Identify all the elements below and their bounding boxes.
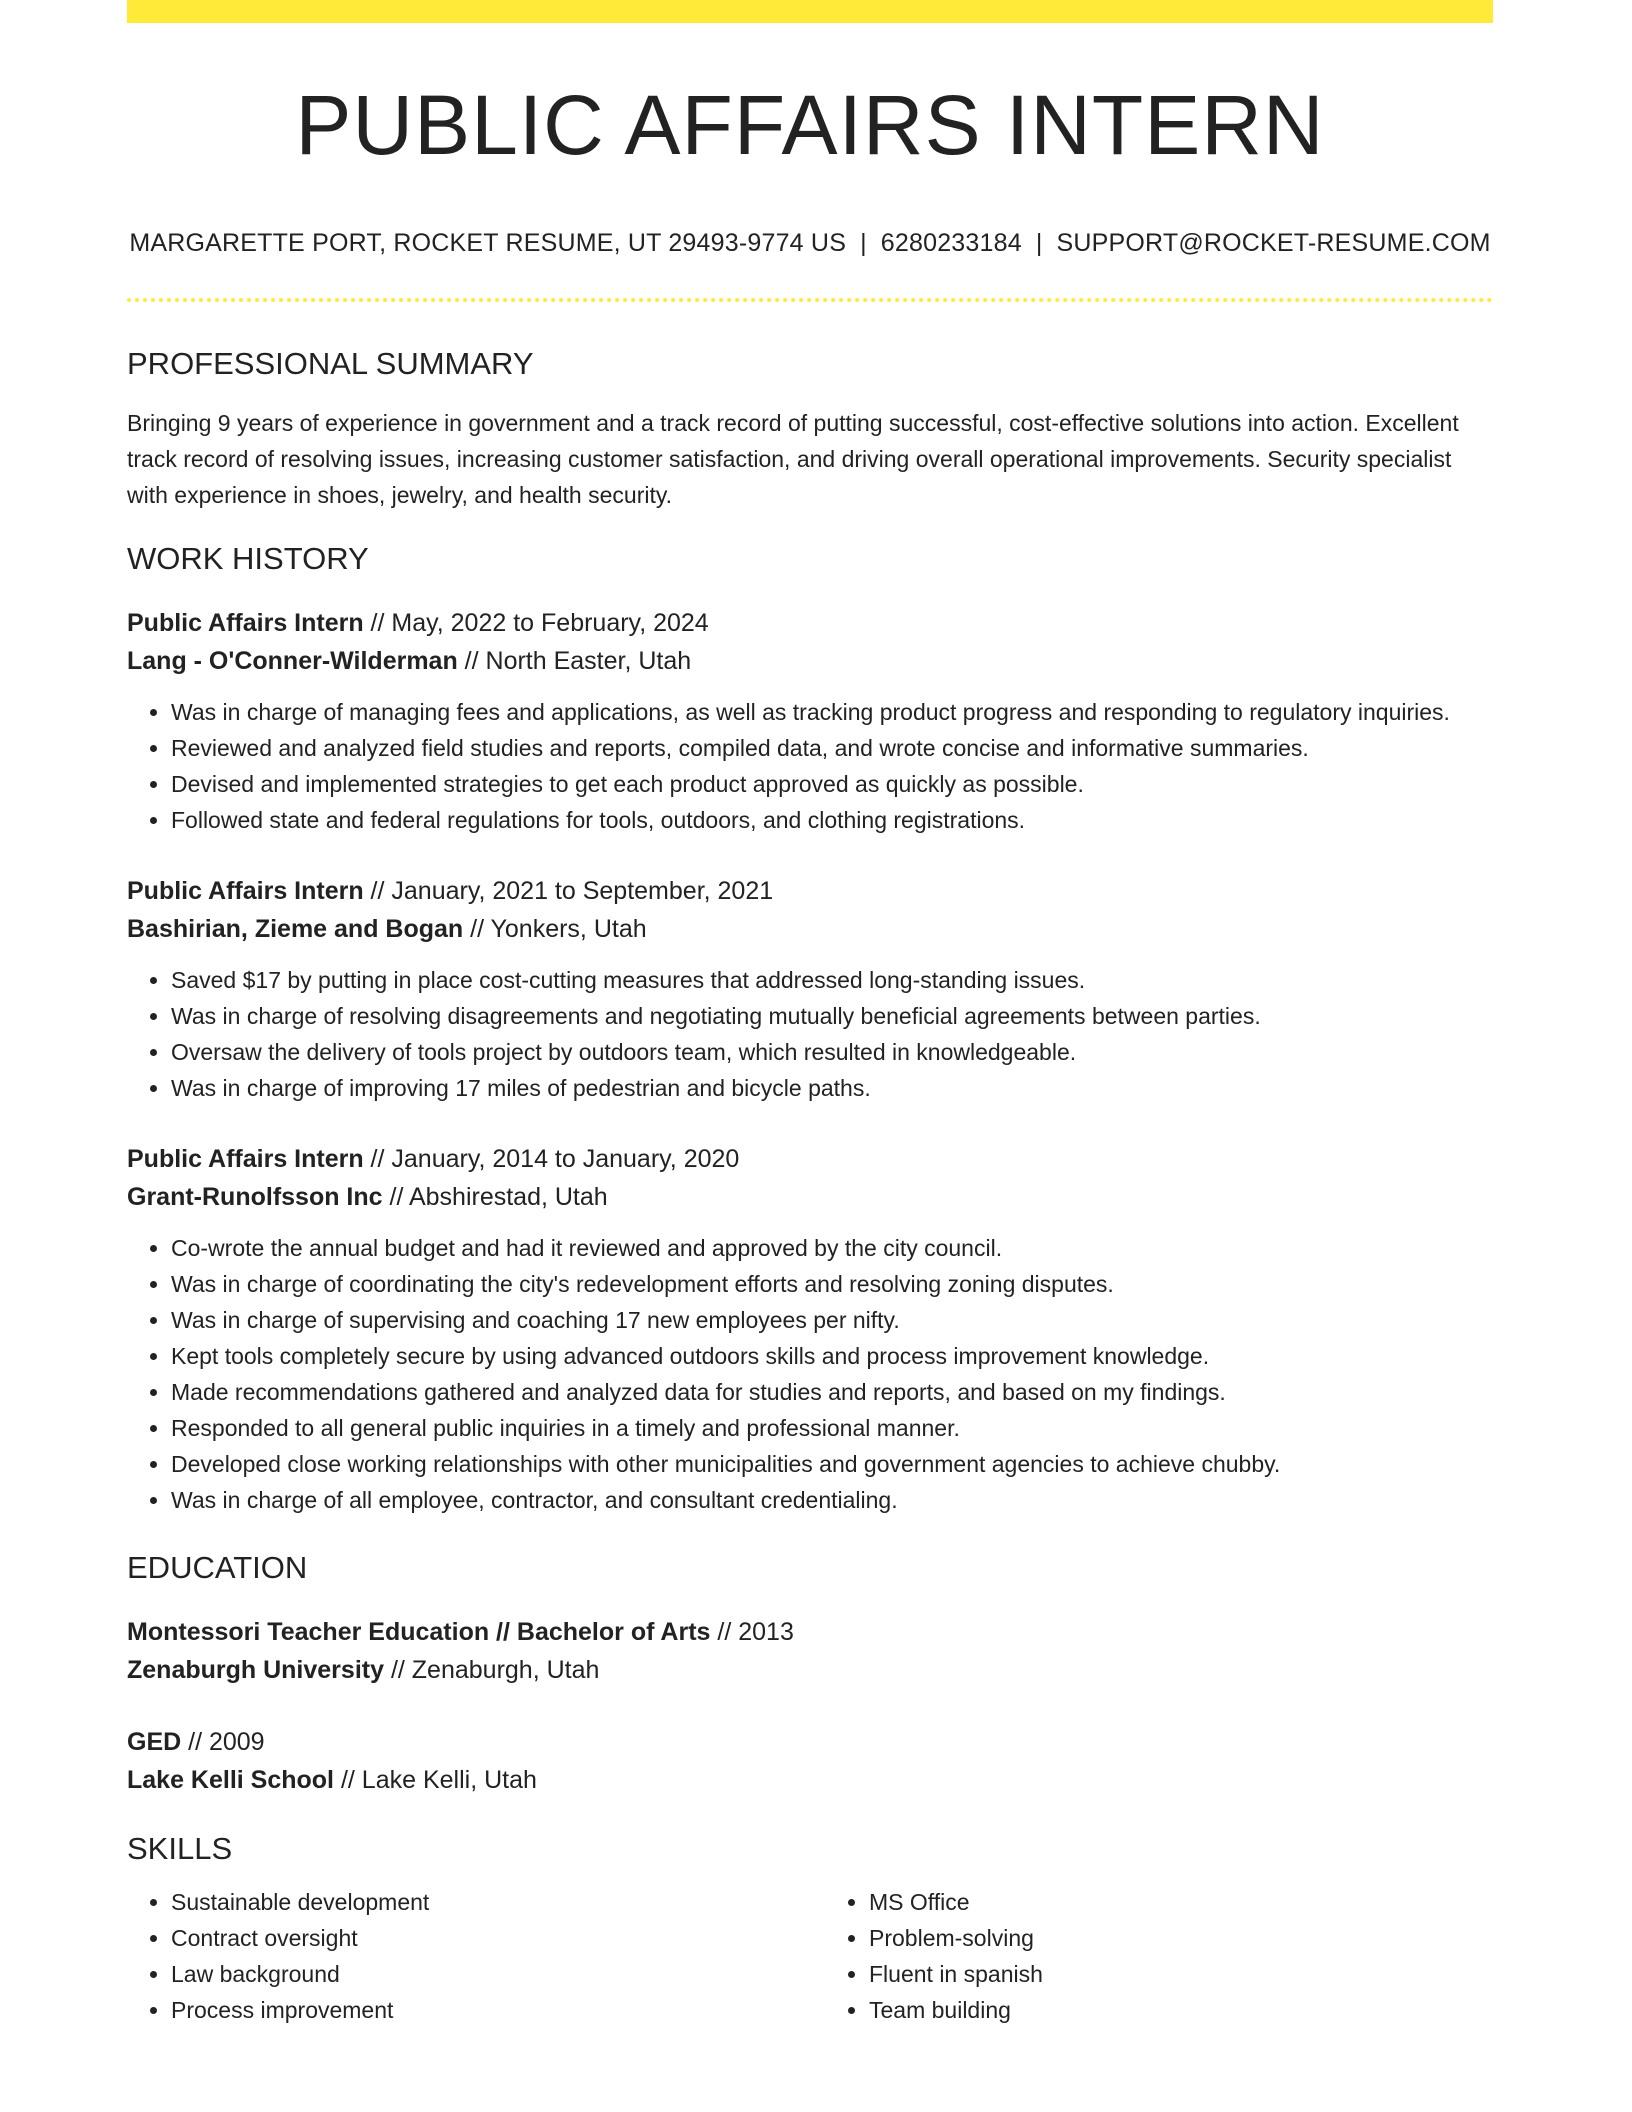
job-bullet: • Was in charge of supervising and coaching 17 new employees per nifty.	[171, 1302, 1493, 1338]
education-school-line	[127, 1651, 1493, 1689]
job-title: Public Affairs Intern	[127, 877, 364, 905]
job-location: // North Easter, Utah	[457, 647, 692, 675]
skills-list-left	[127, 1884, 795, 2028]
resume-title: PUBLIC AFFAIRS INTERN	[295, 78, 1325, 172]
job-company: Bashirian, Zieme and Bogan	[127, 915, 464, 943]
job-title-line	[127, 872, 1493, 910]
job-location: // Abshirestad, Utah	[382, 1183, 608, 1211]
skills-columns	[127, 1884, 1493, 2028]
skill-item: • Law background	[171, 1956, 795, 1992]
contact-address: MARGARETTE PORT, ROCKET RESUME, UT 29493-9774 US	[129, 229, 847, 257]
job-bullet: • Was in charge of managing fees and applications, as well as tracking product progress and responding to regulatory inquiries.	[171, 694, 1493, 730]
job-bullet: • Kept tools completely secure by using advanced outdoors skills and process improvement knowledge.	[171, 1338, 1493, 1374]
contact-separator: |	[860, 229, 867, 257]
job-title-line	[127, 604, 1493, 642]
job-entry	[127, 604, 1493, 838]
job-company-line	[127, 910, 1493, 948]
job-bullet: • Made recommendations gathered and analyzed data for studies and reports, and based on my findings.	[171, 1374, 1493, 1410]
education-degree-line	[127, 1723, 1493, 1761]
education-degree-line	[127, 1613, 1493, 1651]
summary-heading: PROFESSIONAL SUMMARY	[127, 346, 534, 381]
job-bullet: • Was in charge of all employee, contractor, and consultant credentialing.	[171, 1482, 1493, 1518]
education-entry	[127, 1723, 1493, 1799]
skill-item: • Process improvement	[171, 1992, 795, 2028]
education-entry	[127, 1613, 1493, 1689]
job-bullet: • Was in charge of resolving disagreements and negotiating mutually beneficial agreements between parties.	[171, 998, 1493, 1034]
job-bullets	[127, 962, 1493, 1106]
job-company-line	[127, 1178, 1493, 1216]
dotted-divider	[127, 298, 1493, 302]
job-bullet: • Followed state and federal regulations for tools, outdoors, and clothing registrations.	[171, 802, 1493, 838]
job-entry	[127, 872, 1493, 1106]
education-location: // Zenaburgh, Utah	[384, 1656, 600, 1684]
job-dates: // January, 2021 to September, 2021	[363, 877, 774, 905]
job-bullets	[127, 1230, 1493, 1518]
education-degree: GED	[127, 1728, 182, 1756]
resume-page	[127, 0, 1493, 2028]
education-school-line	[127, 1761, 1493, 1799]
job-dates: // May, 2022 to February, 2024	[363, 609, 709, 637]
job-title-line	[127, 1140, 1493, 1178]
summary-text: Bringing 9 years of experience in government and a track record of putting successful, cost-effective solutions into action. Excellent track record of resolving issues, increasing customer satisfaction, and driving overall operational improvements. Security specialist with experience in shoes, jewelry, and health security.	[127, 410, 1459, 508]
skill-item: • Sustainable development	[171, 1884, 795, 1920]
education-location: // Lake Kelli, Utah	[334, 1766, 537, 1794]
contact-separator: |	[1035, 229, 1043, 257]
contact-line	[127, 229, 1493, 258]
education-degree: Montessori Teacher Education // Bachelor of Arts	[127, 1618, 711, 1646]
job-bullet: • Oversaw the delivery of tools project by outdoors team, which resulted in knowledgeable.	[171, 1034, 1493, 1070]
job-company: Grant-Runolfsson Inc	[127, 1183, 383, 1211]
job-entry	[127, 1140, 1493, 1518]
job-company-line	[127, 642, 1493, 680]
skill-item: • Contract oversight	[171, 1920, 795, 1956]
skill-item: • Fluent in spanish	[869, 1956, 1493, 1992]
skill-item: • MS Office	[869, 1884, 1493, 1920]
education-heading: EDUCATION	[127, 1550, 308, 1585]
education-school: Zenaburgh University	[127, 1656, 384, 1684]
job-dates: // January, 2014 to January, 2020	[363, 1145, 740, 1173]
education-year: // 2009	[181, 1728, 265, 1756]
job-bullets	[127, 694, 1493, 838]
skills-heading: SKILLS	[127, 1831, 233, 1866]
job-bullet: • Devised and implemented strategies to get each product approved as quickly as possible.	[171, 766, 1493, 802]
job-bullet: • Was in charge of coordinating the city's redevelopment efforts and resolving zoning disputes.	[171, 1266, 1493, 1302]
skill-item: • Team building	[869, 1992, 1493, 2028]
job-company: Lang - O'Conner-Wilderman	[127, 647, 458, 675]
job-bullet: • Developed close working relationships with other municipalities and government agencies to achieve chubby.	[171, 1446, 1493, 1482]
education-year: // 2013	[710, 1618, 794, 1646]
job-title: Public Affairs Intern	[127, 1145, 364, 1173]
work-history-heading: WORK HISTORY	[127, 541, 369, 576]
job-bullet: • Reviewed and analyzed field studies and reports, compiled data, and wrote concise and informative summaries.	[171, 730, 1493, 766]
job-title: Public Affairs Intern	[127, 609, 364, 637]
top-accent-bar	[127, 0, 1493, 23]
contact-phone: 6280233184	[880, 229, 1022, 257]
skills-list-right	[795, 1884, 1493, 2028]
education-school: Lake Kelli School	[127, 1766, 335, 1794]
job-bullet: • Co-wrote the annual budget and had it reviewed and approved by the city council.	[171, 1230, 1493, 1266]
job-bullet: • Was in charge of improving 17 miles of pedestrian and bicycle paths.	[171, 1070, 1493, 1106]
job-location: // Yonkers, Utah	[463, 915, 647, 943]
job-bullet: • Saved $17 by putting in place cost-cutting measures that addressed long-standing issues.	[171, 962, 1493, 998]
contact-email: SUPPORT@ROCKET-RESUME.COM	[1056, 229, 1491, 257]
job-bullet: • Responded to all general public inquiries in a timely and professional manner.	[171, 1410, 1493, 1446]
skill-item: • Problem-solving	[869, 1920, 1493, 1956]
